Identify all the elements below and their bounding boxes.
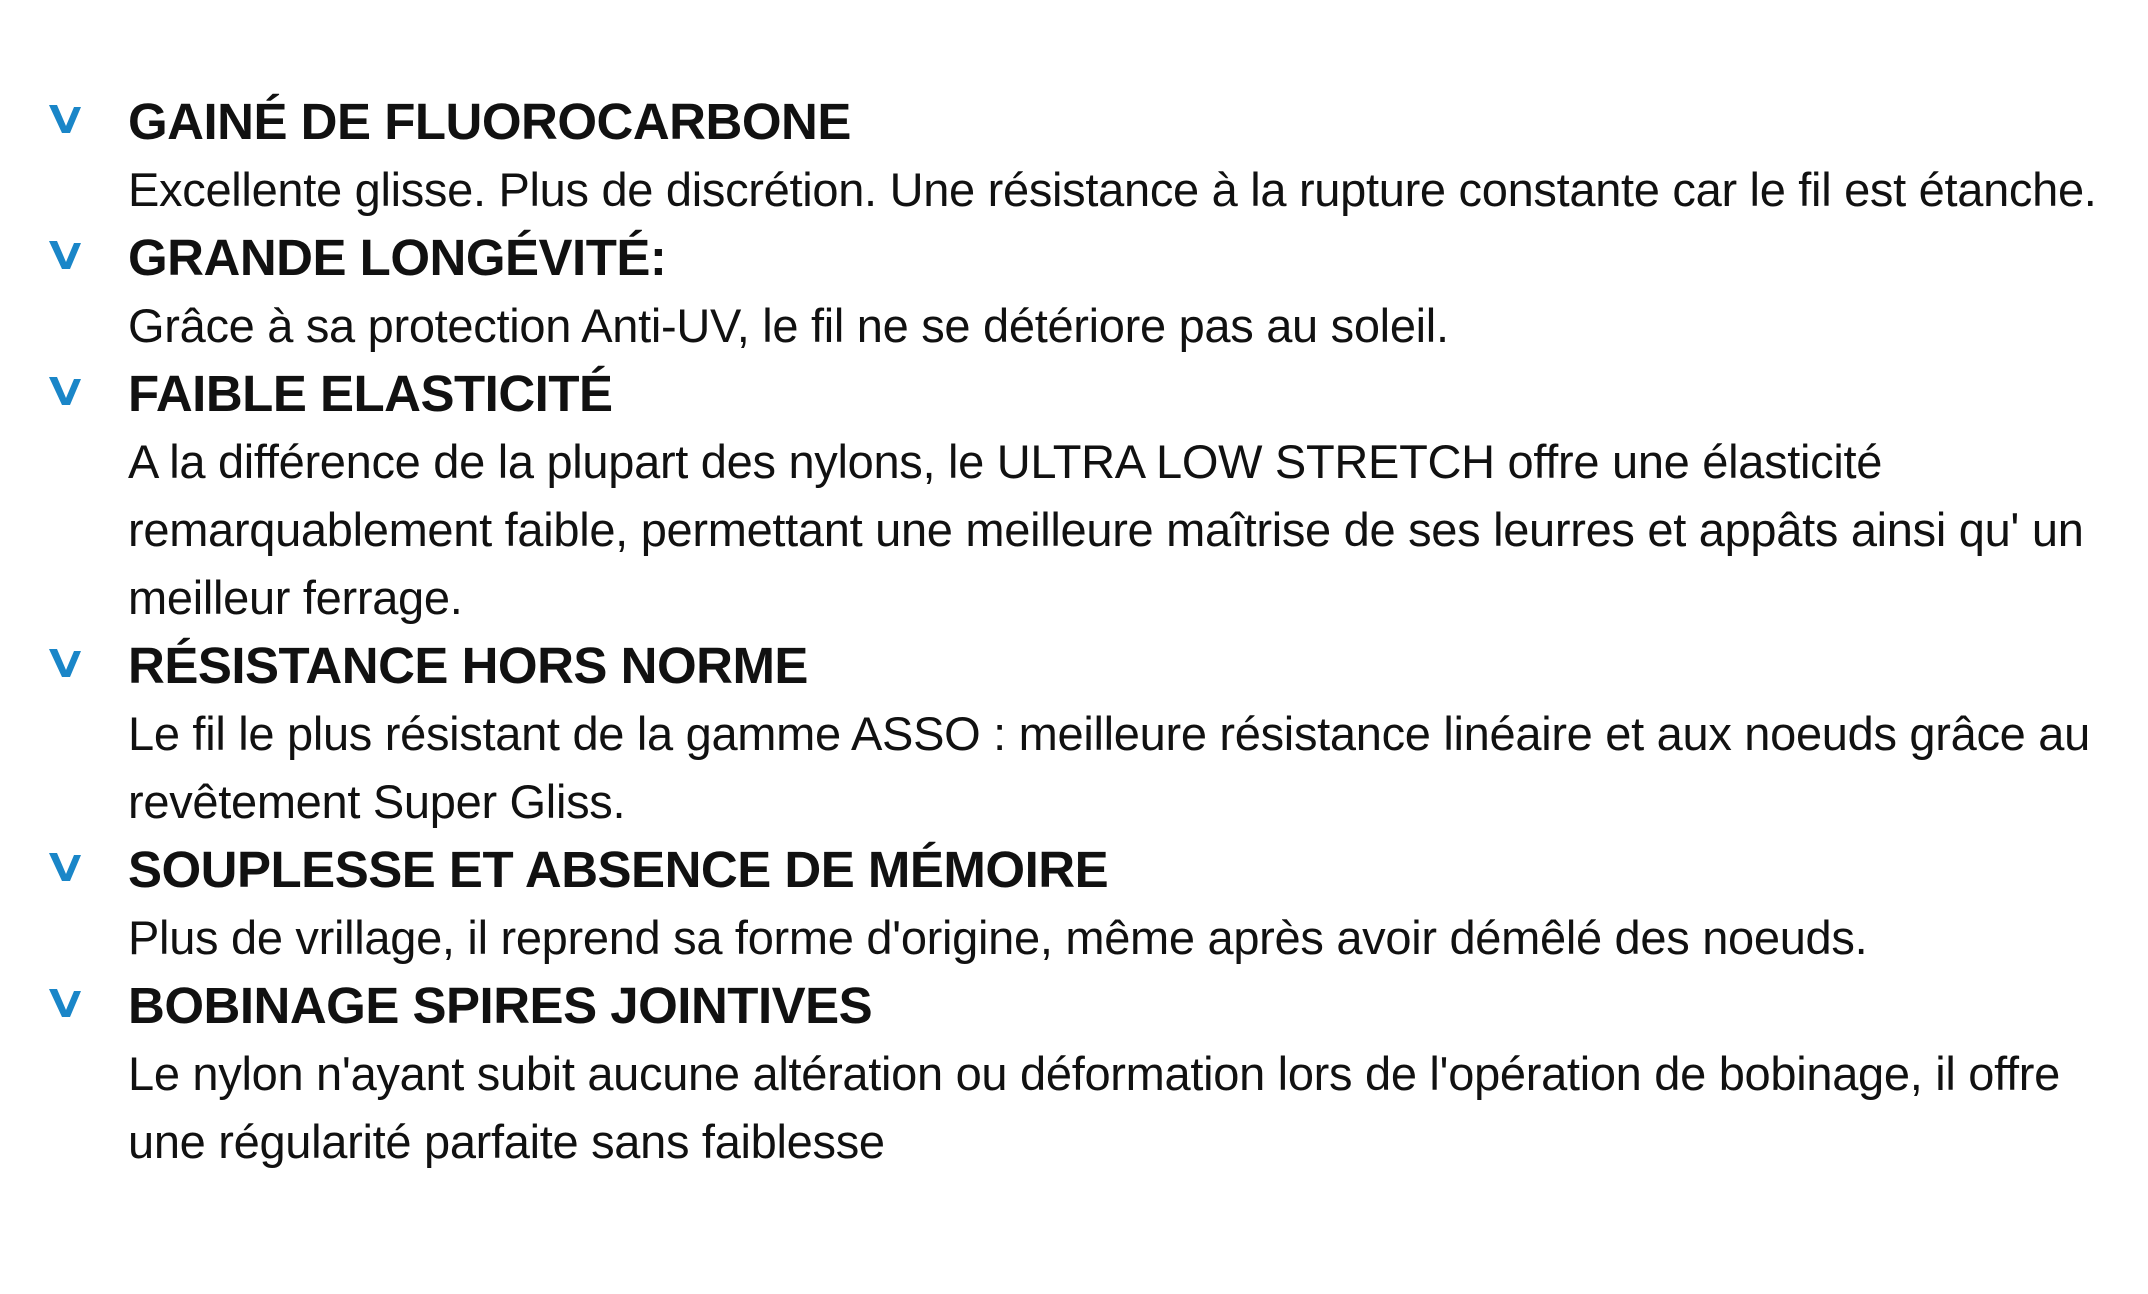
feature-title: BOBINAGE SPIRES JOINTIVES (128, 977, 873, 1034)
feature-list (0, 88, 2148, 1176)
feature-description: Le nylon n'ayant subit aucune altération ou déformation lors de l'opération de bobinage, il offre une régularité parfaite sans faiblesse (128, 1047, 2060, 1168)
feature-description: Excellente glisse. Plus de discrétion. Une résistance à la rupture constante car le fil est étanche. (128, 163, 2097, 216)
feature-item (0, 360, 2148, 632)
feature-item (0, 836, 2148, 972)
check-v-icon (46, 238, 84, 272)
feature-description: Plus de vrillage, il reprend sa forme d'origine, même après avoir démêlé des noeuds. (128, 911, 1868, 964)
feature-title: GRANDE LONGÉVITÉ: (128, 229, 667, 286)
feature-item (0, 972, 2148, 1176)
feature-item (0, 632, 2148, 836)
check-v-icon (46, 374, 84, 408)
check-v-icon (46, 102, 84, 136)
feature-title: FAIBLE ELASTICITÉ (128, 365, 613, 422)
check-v-icon (46, 986, 84, 1020)
feature-item (0, 224, 2148, 360)
feature-description: Le fil le plus résistant de la gamme ASSO : meilleure résistance linéaire et aux noeuds grâce au revêtement Super Gliss. (128, 707, 2090, 828)
feature-title: SOUPLESSE ET ABSENCE DE MÉMOIRE (128, 841, 1109, 898)
feature-description: Grâce à sa protection Anti-UV, le fil ne se détériore pas au soleil. (128, 299, 1449, 352)
feature-item (0, 88, 2148, 224)
check-v-icon (46, 850, 84, 884)
check-v-icon (46, 646, 84, 680)
feature-title: RÉSISTANCE HORS NORME (128, 637, 808, 694)
feature-title: GAINÉ DE FLUOROCARBONE (128, 93, 851, 150)
feature-description: A la différence de la plupart des nylons, le ULTRA LOW STRETCH offre une élasticité remarquablement faible, permettant une meilleure maîtrise de ses leurres et appâts ainsi qu' un meilleur ferrage. (128, 435, 2084, 624)
